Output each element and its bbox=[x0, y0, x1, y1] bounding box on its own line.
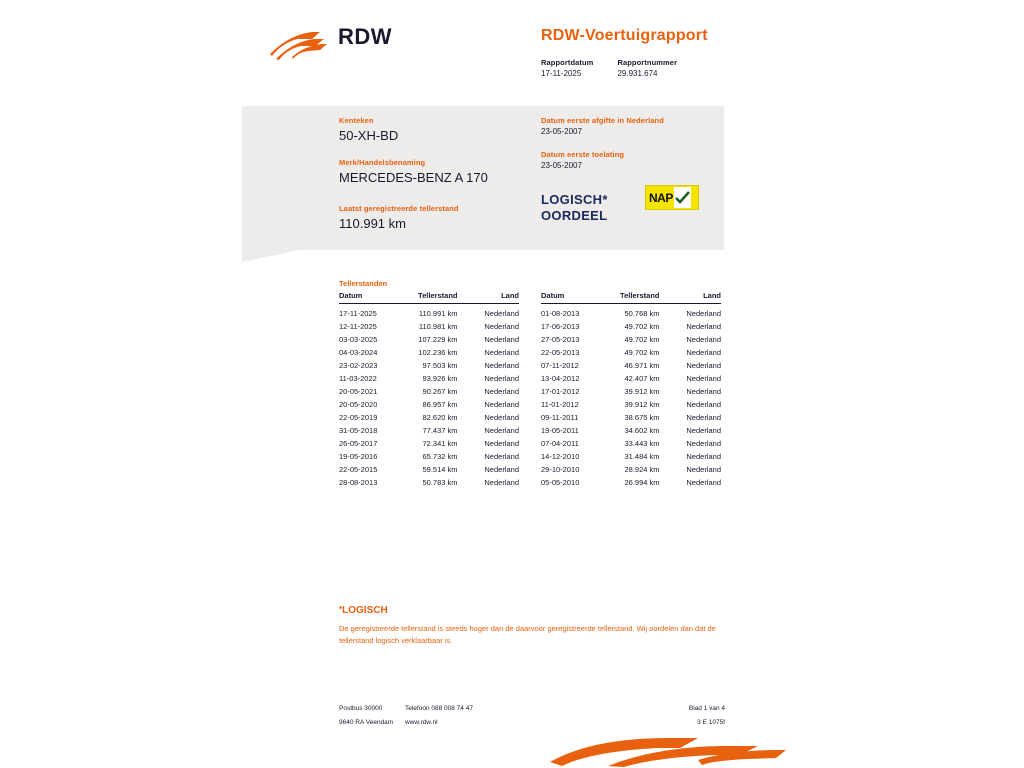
meta-rapportnummer-label: Rapportnummer bbox=[617, 58, 678, 67]
legend-asterisk: * bbox=[339, 605, 343, 614]
meta-rapportdatum bbox=[541, 58, 593, 78]
tellerstanden-table-right bbox=[541, 291, 721, 489]
cell-tellerstand: 49.702 km bbox=[624, 322, 660, 331]
summary-panel-notch bbox=[242, 250, 300, 262]
table-row bbox=[541, 385, 721, 398]
kenteken-label: Kenteken bbox=[339, 116, 374, 125]
cell-land: Nederland bbox=[686, 413, 721, 422]
cell-tellerstand: 90.267 km bbox=[422, 387, 458, 396]
footer-website[interactable]: www.rdw.nl bbox=[405, 719, 438, 726]
cell-datum: 14-12-2010 bbox=[541, 452, 580, 461]
cell-datum: 23-02-2023 bbox=[339, 361, 378, 370]
cell-tellerstand: 46.971 km bbox=[624, 361, 660, 370]
cell-land: Nederland bbox=[484, 322, 519, 331]
table-row bbox=[339, 346, 519, 359]
legend-title bbox=[339, 605, 729, 616]
cell-datum: 07-11-2012 bbox=[541, 361, 579, 370]
cell-datum: 12-11-2025 bbox=[339, 322, 377, 331]
cell-datum: 29-10-2010 bbox=[541, 465, 580, 474]
col-land: Land bbox=[668, 291, 721, 304]
summary-right-column bbox=[541, 116, 721, 170]
cell-datum: 11-01-2012 bbox=[541, 400, 579, 409]
tellerstanden-left-body bbox=[339, 304, 519, 490]
table-row bbox=[339, 304, 519, 321]
tellerstanden-right-body bbox=[541, 304, 721, 490]
table-row bbox=[339, 476, 519, 489]
cell-datum: 17-01-2012 bbox=[541, 387, 580, 396]
cell-datum: 22-05-2019 bbox=[339, 413, 378, 422]
cell-land: Nederland bbox=[484, 426, 519, 435]
cell-land: Nederland bbox=[484, 465, 519, 474]
merk-value: MERCEDES-BENZ A 170 bbox=[339, 170, 488, 185]
cell-tellerstand: 86.957 km bbox=[422, 400, 458, 409]
cell-tellerstand: 39.912 km bbox=[624, 400, 660, 409]
meta-rapportdatum-value: 17-11-2025 bbox=[541, 69, 582, 78]
cell-land: Nederland bbox=[686, 309, 721, 318]
cell-datum: 31-05-2018 bbox=[339, 426, 378, 435]
cell-land: Nederland bbox=[686, 322, 721, 331]
col-tellerstand: Tellerstand bbox=[600, 291, 667, 304]
table-row bbox=[541, 398, 721, 411]
cell-tellerstand: 110.981 km bbox=[418, 322, 458, 331]
cell-tellerstand: 28.924 km bbox=[624, 465, 660, 474]
cell-land: Nederland bbox=[686, 387, 721, 396]
cell-datum: 17-06-2013 bbox=[541, 322, 580, 331]
document-header bbox=[0, 0, 1024, 100]
cell-datum: 26-05-2017 bbox=[339, 439, 378, 448]
cell-land: Nederland bbox=[484, 452, 519, 461]
cell-land: Nederland bbox=[484, 413, 519, 422]
cell-land: Nederland bbox=[484, 400, 519, 409]
col-datum: Datum bbox=[541, 291, 600, 304]
cell-tellerstand: 34.602 km bbox=[624, 426, 660, 435]
cell-datum: 05-05-2010 bbox=[541, 478, 580, 487]
table-row bbox=[541, 463, 721, 476]
cell-tellerstand: 59.514 km bbox=[422, 465, 458, 474]
cell-datum: 20-05-2021 bbox=[339, 387, 378, 396]
cell-datum: 19-05-2016 bbox=[339, 452, 378, 461]
rdw-swoosh-icon bbox=[268, 28, 328, 62]
tellerstand-value: 110.991 km bbox=[339, 216, 406, 231]
cell-land: Nederland bbox=[686, 465, 721, 474]
cell-land: Nederland bbox=[484, 478, 519, 487]
cell-tellerstand: 50.768 km bbox=[624, 309, 660, 318]
rdw-footer-swoosh-icon bbox=[548, 736, 788, 768]
kenteken-value: 50-XH-BD bbox=[339, 128, 399, 143]
cell-land: Nederland bbox=[484, 348, 519, 357]
cell-tellerstand: 50.783 km bbox=[422, 478, 458, 487]
verdict-line-1: LOGISCH* bbox=[541, 192, 608, 207]
cell-tellerstand: 33.443 km bbox=[624, 439, 660, 448]
table-row bbox=[339, 359, 519, 372]
legend-block bbox=[339, 605, 729, 647]
cell-tellerstand: 107.229 km bbox=[418, 335, 458, 344]
cell-land: Nederland bbox=[686, 439, 721, 448]
legend-title-text: LOGISCH bbox=[342, 605, 388, 616]
table-row bbox=[541, 372, 721, 385]
table-row bbox=[339, 333, 519, 346]
rdw-logo-text: RDW bbox=[338, 24, 393, 49]
cell-tellerstand: 31.484 km bbox=[624, 452, 660, 461]
cell-tellerstand: 42.407 km bbox=[624, 374, 660, 383]
table-row bbox=[339, 372, 519, 385]
nap-check-icon bbox=[674, 187, 691, 208]
verdict-text bbox=[541, 192, 608, 224]
table-row bbox=[339, 385, 519, 398]
nap-badge bbox=[645, 185, 699, 210]
cell-land: Nederland bbox=[484, 387, 519, 396]
table-header-row bbox=[339, 291, 519, 304]
cell-datum: 03-03-2025 bbox=[339, 335, 378, 344]
cell-tellerstand: 49.702 km bbox=[624, 335, 660, 344]
report-title: RDW-Voertuigrapport bbox=[541, 27, 708, 44]
table-row bbox=[541, 359, 721, 372]
cell-land: Nederland bbox=[484, 361, 519, 370]
cell-datum: 11-03-2022 bbox=[339, 374, 377, 383]
footer-address-line1: Postbus 30000 bbox=[339, 705, 383, 712]
toelating-value: 23-05-2007 bbox=[541, 161, 582, 170]
meta-rapportnummer-value: 29.931.674 bbox=[617, 69, 658, 78]
cell-tellerstand: 77.437 km bbox=[422, 426, 458, 435]
cell-datum: 09-11-2011 bbox=[541, 413, 579, 422]
legend-text: De geregistreerde tellerstand is steeds hoger dan de daarvoor geregistreerde tellerstand. Wij oordelen dan dat de tellerstand logisch verklaarbaar is. bbox=[339, 624, 716, 645]
table-row bbox=[541, 411, 721, 424]
cell-tellerstand: 110.991 km bbox=[418, 309, 458, 318]
cell-tellerstand: 39.912 km bbox=[624, 387, 660, 396]
cell-datum: 07-04-2011 bbox=[541, 439, 579, 448]
table-row bbox=[339, 411, 519, 424]
footer-row-1 bbox=[339, 702, 731, 716]
cell-datum: 22-05-2015 bbox=[339, 465, 378, 474]
document-footer bbox=[339, 702, 731, 730]
footer-form-code: 3 E 1075f bbox=[697, 719, 725, 726]
cell-land: Nederland bbox=[484, 335, 519, 344]
meta-rapportdatum-label: Rapportdatum bbox=[541, 58, 594, 67]
table-row bbox=[541, 333, 721, 346]
cell-tellerstand: 38.675 km bbox=[624, 413, 660, 422]
table-row bbox=[339, 424, 519, 437]
cell-tellerstand: 82.620 km bbox=[422, 413, 458, 422]
tellerstand-label: Laatst geregistreerde tellerstand bbox=[339, 204, 459, 213]
table-row bbox=[339, 398, 519, 411]
nap-label: NAP bbox=[649, 190, 673, 205]
cell-datum: 28-08-2013 bbox=[339, 478, 378, 487]
cell-tellerstand: 26.994 km bbox=[624, 478, 660, 487]
table-row bbox=[339, 437, 519, 450]
tellerstanden-title: Tellerstanden bbox=[339, 279, 388, 288]
col-datum: Datum bbox=[339, 291, 398, 304]
cell-datum: 22-05-2013 bbox=[541, 348, 580, 357]
cell-land: Nederland bbox=[686, 335, 721, 344]
cell-tellerstand: 49.702 km bbox=[624, 348, 660, 357]
cell-datum: 04-03-2024 bbox=[339, 348, 378, 357]
footer-page-indicator: Blad 1 van 4 bbox=[688, 705, 725, 712]
afgifte-value: 23-05-2007 bbox=[541, 127, 582, 136]
table-row bbox=[541, 320, 721, 333]
cell-land: Nederland bbox=[686, 426, 721, 435]
cell-tellerstand: 97.503 km bbox=[422, 361, 458, 370]
cell-land: Nederland bbox=[484, 439, 519, 448]
table-row bbox=[339, 463, 519, 476]
summary-left-column bbox=[339, 116, 529, 232]
cell-tellerstand: 102.236 km bbox=[418, 348, 458, 357]
table-row bbox=[541, 424, 721, 437]
cell-datum: 20-05-2020 bbox=[339, 400, 378, 409]
toelating-label: Datum eerste toelating bbox=[541, 150, 625, 159]
cell-tellerstand: 72.341 km bbox=[422, 439, 458, 448]
col-land: Land bbox=[466, 291, 519, 304]
table-row bbox=[541, 476, 721, 489]
merk-label: Merk/Handelsbenaming bbox=[339, 158, 426, 167]
cell-land: Nederland bbox=[484, 309, 519, 318]
cell-datum: 27-05-2013 bbox=[541, 335, 580, 344]
cell-land: Nederland bbox=[686, 478, 721, 487]
cell-land: Nederland bbox=[484, 374, 519, 383]
table-row bbox=[541, 450, 721, 463]
cell-datum: 01-08-2013 bbox=[541, 309, 580, 318]
table-row bbox=[541, 346, 721, 359]
col-tellerstand: Tellerstand bbox=[398, 291, 465, 304]
cell-land: Nederland bbox=[686, 361, 721, 370]
cell-land: Nederland bbox=[686, 400, 721, 409]
cell-land: Nederland bbox=[686, 348, 721, 357]
afgifte-label: Datum eerste afgifte in Nederland bbox=[541, 116, 664, 125]
tellerstanden-table-left bbox=[339, 291, 519, 489]
footer-row-2 bbox=[339, 716, 731, 730]
table-row bbox=[339, 450, 519, 463]
table-row bbox=[541, 304, 721, 321]
cell-datum: 17-11-2025 bbox=[339, 309, 377, 318]
cell-datum: 13-04-2012 bbox=[541, 374, 580, 383]
cell-datum: 19-05-2011 bbox=[541, 426, 579, 435]
table-header-row bbox=[541, 291, 721, 304]
footer-phone: Telefoon 088 008 74 47 bbox=[405, 705, 473, 712]
cell-land: Nederland bbox=[686, 374, 721, 383]
table-row bbox=[339, 320, 519, 333]
meta-rapportnummer bbox=[617, 58, 677, 78]
footer-address-line2: 9640 RA Veendam bbox=[339, 719, 394, 726]
cell-tellerstand: 65.732 km bbox=[422, 452, 458, 461]
verdict-line-2: OORDEEL bbox=[541, 208, 608, 223]
report-meta bbox=[541, 58, 677, 78]
cell-tellerstand: 93.926 km bbox=[422, 374, 458, 383]
cell-land: Nederland bbox=[686, 452, 721, 461]
table-row bbox=[541, 437, 721, 450]
